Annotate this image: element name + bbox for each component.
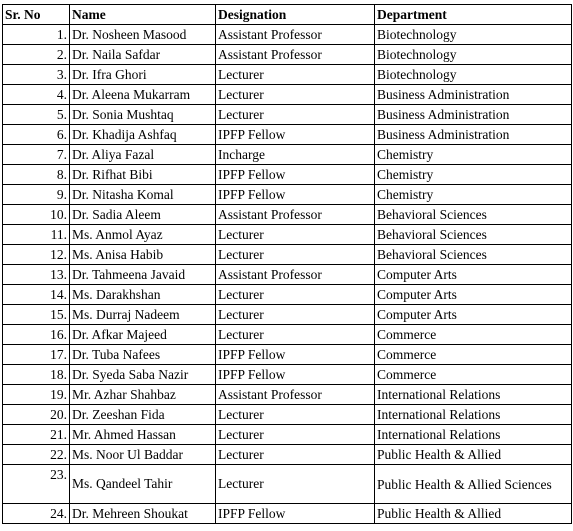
cell-name: Dr. Aliya Fazal: [70, 145, 216, 165]
cell-name: Ms. Durraj Nadeem: [70, 305, 216, 325]
cell-sr-no: 20.: [3, 405, 70, 425]
cell-sr-no: 19.: [3, 385, 70, 405]
cell-sr-no: 16.: [3, 325, 70, 345]
table-row: [3, 65, 572, 85]
cell-sr-no: 8.: [3, 165, 70, 185]
cell-designation: Lecturer: [216, 105, 375, 125]
cell-sr-no: 18.: [3, 365, 70, 385]
staff-table: [2, 4, 572, 524]
cell-sr-no: 6.: [3, 125, 70, 145]
cell-designation: IPFP Fellow: [216, 504, 375, 524]
cell-name: Mr. Ahmed Hassan: [70, 425, 216, 445]
cell-designation: Lecturer: [216, 305, 375, 325]
cell-name: Ms. Darakhshan: [70, 285, 216, 305]
cell-department: Biotechnology: [375, 25, 572, 45]
cell-sr-no: 17.: [3, 345, 70, 365]
cell-department: Business Administration: [375, 105, 572, 125]
cell-department: Behavioral Sciences: [375, 205, 572, 225]
table-row: [3, 185, 572, 205]
cell-department: Business Administration: [375, 125, 572, 145]
cell-department: Public Health & Allied: [375, 445, 572, 465]
table-row: [3, 25, 572, 45]
table-body: [3, 25, 572, 524]
cell-sr-no: 3.: [3, 65, 70, 85]
cell-department: Chemistry: [375, 145, 572, 165]
cell-designation: IPFP Fellow: [216, 365, 375, 385]
table-row: [3, 345, 572, 365]
table-row: [3, 145, 572, 165]
cell-department: Chemistry: [375, 165, 572, 185]
cell-designation: Lecturer: [216, 245, 375, 265]
cell-name: Dr. Sadia Aleem: [70, 205, 216, 225]
cell-name: Dr. Tahmeena Javaid: [70, 265, 216, 285]
table-row: [3, 125, 572, 145]
cell-sr-no: 5.: [3, 105, 70, 125]
cell-designation: Lecturer: [216, 465, 375, 504]
cell-department: Commerce: [375, 325, 572, 345]
table-row: [3, 45, 572, 65]
cell-name: Dr. Ifra Ghori: [70, 65, 216, 85]
table-header-row: [3, 5, 572, 25]
cell-name: Dr. Aleena Mukarram: [70, 85, 216, 105]
cell-name: Dr. Tuba Nafees: [70, 345, 216, 365]
cell-sr-no: 2.: [3, 45, 70, 65]
table-row: [3, 385, 572, 405]
cell-sr-no: 15.: [3, 305, 70, 325]
table-row: [3, 465, 572, 504]
cell-name: Dr. Nitasha Komal: [70, 185, 216, 205]
cell-designation: Assistant Professor: [216, 265, 375, 285]
cell-sr-no: 11.: [3, 225, 70, 245]
cell-department: Business Administration: [375, 85, 572, 105]
cell-name: Dr. Mehreen Shoukat: [70, 504, 216, 524]
cell-department: Public Health & Allied Sciences: [375, 465, 572, 504]
cell-sr-no: 24.: [3, 504, 70, 524]
table-row: [3, 305, 572, 325]
cell-designation: Assistant Professor: [216, 205, 375, 225]
cell-name: Dr. Nosheen Masood: [70, 25, 216, 45]
header-name: Name: [70, 5, 216, 25]
cell-department: Biotechnology: [375, 65, 572, 85]
header-department: Department: [375, 5, 572, 25]
cell-sr-no: 9.: [3, 185, 70, 205]
cell-name: Dr. Syeda Saba Nazir: [70, 365, 216, 385]
cell-sr-no: 1.: [3, 25, 70, 45]
table-row: [3, 425, 572, 445]
table-row: [3, 225, 572, 245]
cell-sr-no: 10.: [3, 205, 70, 225]
cell-name: Dr. Rifhat Bibi: [70, 165, 216, 185]
header-designation: Designation: [216, 5, 375, 25]
cell-sr-no: 23.: [3, 465, 70, 504]
cell-department: Computer Arts: [375, 305, 572, 325]
cell-department: International Relations: [375, 385, 572, 405]
cell-name: Dr. Zeeshan Fida: [70, 405, 216, 425]
cell-department: Chemistry: [375, 185, 572, 205]
cell-department: Commerce: [375, 365, 572, 385]
cell-designation: Lecturer: [216, 425, 375, 445]
table-row: [3, 85, 572, 105]
cell-designation: IPFP Fellow: [216, 125, 375, 145]
cell-name: Dr. Afkar Majeed: [70, 325, 216, 345]
cell-sr-no: 4.: [3, 85, 70, 105]
table-row: [3, 245, 572, 265]
table-row: [3, 325, 572, 345]
cell-name: Ms. Anisa Habib: [70, 245, 216, 265]
cell-designation: Lecturer: [216, 225, 375, 245]
cell-name: Ms. Qandeel Tahir: [70, 465, 216, 504]
cell-sr-no: 22.: [3, 445, 70, 465]
cell-sr-no: 21.: [3, 425, 70, 445]
cell-department: International Relations: [375, 425, 572, 445]
table-row: [3, 265, 572, 285]
cell-designation: Lecturer: [216, 65, 375, 85]
cell-designation: Lecturer: [216, 445, 375, 465]
cell-department: International Relations: [375, 405, 572, 425]
table-row: [3, 285, 572, 305]
cell-sr-no: 7.: [3, 145, 70, 165]
cell-department: Computer Arts: [375, 265, 572, 285]
cell-name: Ms. Anmol Ayaz: [70, 225, 216, 245]
cell-name: Ms. Noor Ul Baddar: [70, 445, 216, 465]
cell-designation: Lecturer: [216, 285, 375, 305]
table-row: [3, 445, 572, 465]
cell-department: Commerce: [375, 345, 572, 365]
cell-designation: IPFP Fellow: [216, 185, 375, 205]
cell-designation: Lecturer: [216, 325, 375, 345]
cell-name: Dr. Sonia Mushtaq: [70, 105, 216, 125]
table-row: [3, 205, 572, 225]
cell-sr-no: 14.: [3, 285, 70, 305]
cell-designation: Lecturer: [216, 85, 375, 105]
cell-department: Biotechnology: [375, 45, 572, 65]
cell-department: Behavioral Sciences: [375, 225, 572, 245]
table-row: [3, 165, 572, 185]
table-row: [3, 504, 572, 524]
cell-sr-no: 13.: [3, 265, 70, 285]
cell-designation: Assistant Professor: [216, 25, 375, 45]
cell-designation: IPFP Fellow: [216, 345, 375, 365]
table-row: [3, 105, 572, 125]
cell-designation: Assistant Professor: [216, 45, 375, 65]
cell-sr-no: 12.: [3, 245, 70, 265]
cell-department: Computer Arts: [375, 285, 572, 305]
table-row: [3, 405, 572, 425]
cell-designation: Assistant Professor: [216, 385, 375, 405]
cell-department: Public Health & Allied: [375, 504, 572, 524]
cell-department: Behavioral Sciences: [375, 245, 572, 265]
cell-name: Dr. Naila Safdar: [70, 45, 216, 65]
cell-designation: Lecturer: [216, 405, 375, 425]
cell-name: Dr. Khadija Ashfaq: [70, 125, 216, 145]
header-sr-no: Sr. No: [3, 5, 70, 25]
cell-name: Mr. Azhar Shahbaz: [70, 385, 216, 405]
cell-designation: IPFP Fellow: [216, 165, 375, 185]
cell-designation: Incharge: [216, 145, 375, 165]
table-row: [3, 365, 572, 385]
